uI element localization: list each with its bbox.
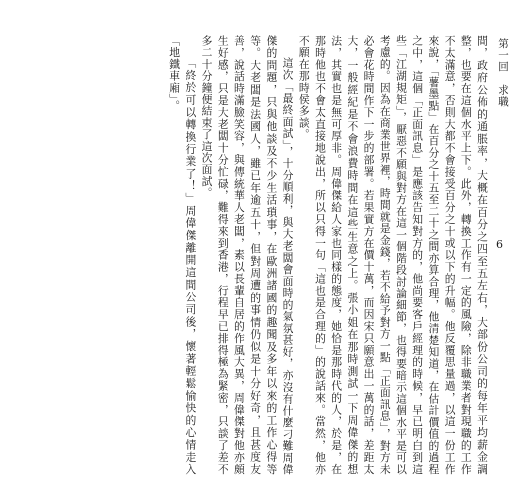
paragraph: 間，政府公佈的通脹率，大概在百分之四至五左右，大部份公司的每年平均薪金調整，也要在這個水平上下。此外，轉換工作有一定的風險，除非職業者對現職的工作不太滿意，否則大都不會接受百分之十或以下的升幅。他反覆思量過，以這一份工作來說，「薯墨點」在百分之十五至二十之間亦算合理，他清楚知道，在估計價值的過程之中，這個「正面訊息」是應該告知對方的，他尚要客戶經理的時候，早已明白到這些「江湖規矩」，厭惡不願與對方在這一個階段討論細節，也得要暗示這個水平是可以考慮的。因為在商業世界裡，時間就是金錢，若不給予對方一點「正面訊息」，對方未必會花時間作下一步的部署。若果實方在價十萬，而因宋只願意出一萬的話，差距太大，一般經紀是不會浪費時間在這些生意之上。張小姐在那時測試一下周偉傑的想法，其實也是無可厚非。周偉傑給人家也同樣的態度，她恰是那時代的人，於是，在那時他也不會太直接地說出，所以只得一句「這也是合理的」的說話來。當然，他亦不願在那時侯多談。 (297, 35, 489, 475)
chapter-title: 求職 (497, 84, 509, 108)
body-text (128, 35, 490, 475)
page-number: 6 (496, 238, 503, 251)
running-header (496, 38, 511, 108)
paragraph: 這次「最終面試」，十分順利，與大老闆會面時的氣氛甚好，亦沒有什麼刁難周偉傑的問題，只與他談及不少生活瑣事，在歐洲諸國的趣聞及多年以來的工作心得等等。大老闆是法國人，雖已年逾五十，但對周遭的事情仍似是十分好奇，且甚度友善，說話時滿臉笑容，與傳統華人老闆，素以長輩自居的作風大異，周偉傑對他亦頗生好感，只是大老闆十分忙碌，難得來到香港，行程早已排得極為緊密，只談了差不多二十分鐘便結束了這次面試。 (200, 35, 295, 475)
chapter-number: 第一回 (497, 38, 509, 73)
paragraph: 「終於可以轉換行業了！」周偉傑離開這間公司後，懷著輕鬆愉快的心情走入「地鐵車廂」。 (168, 35, 198, 475)
